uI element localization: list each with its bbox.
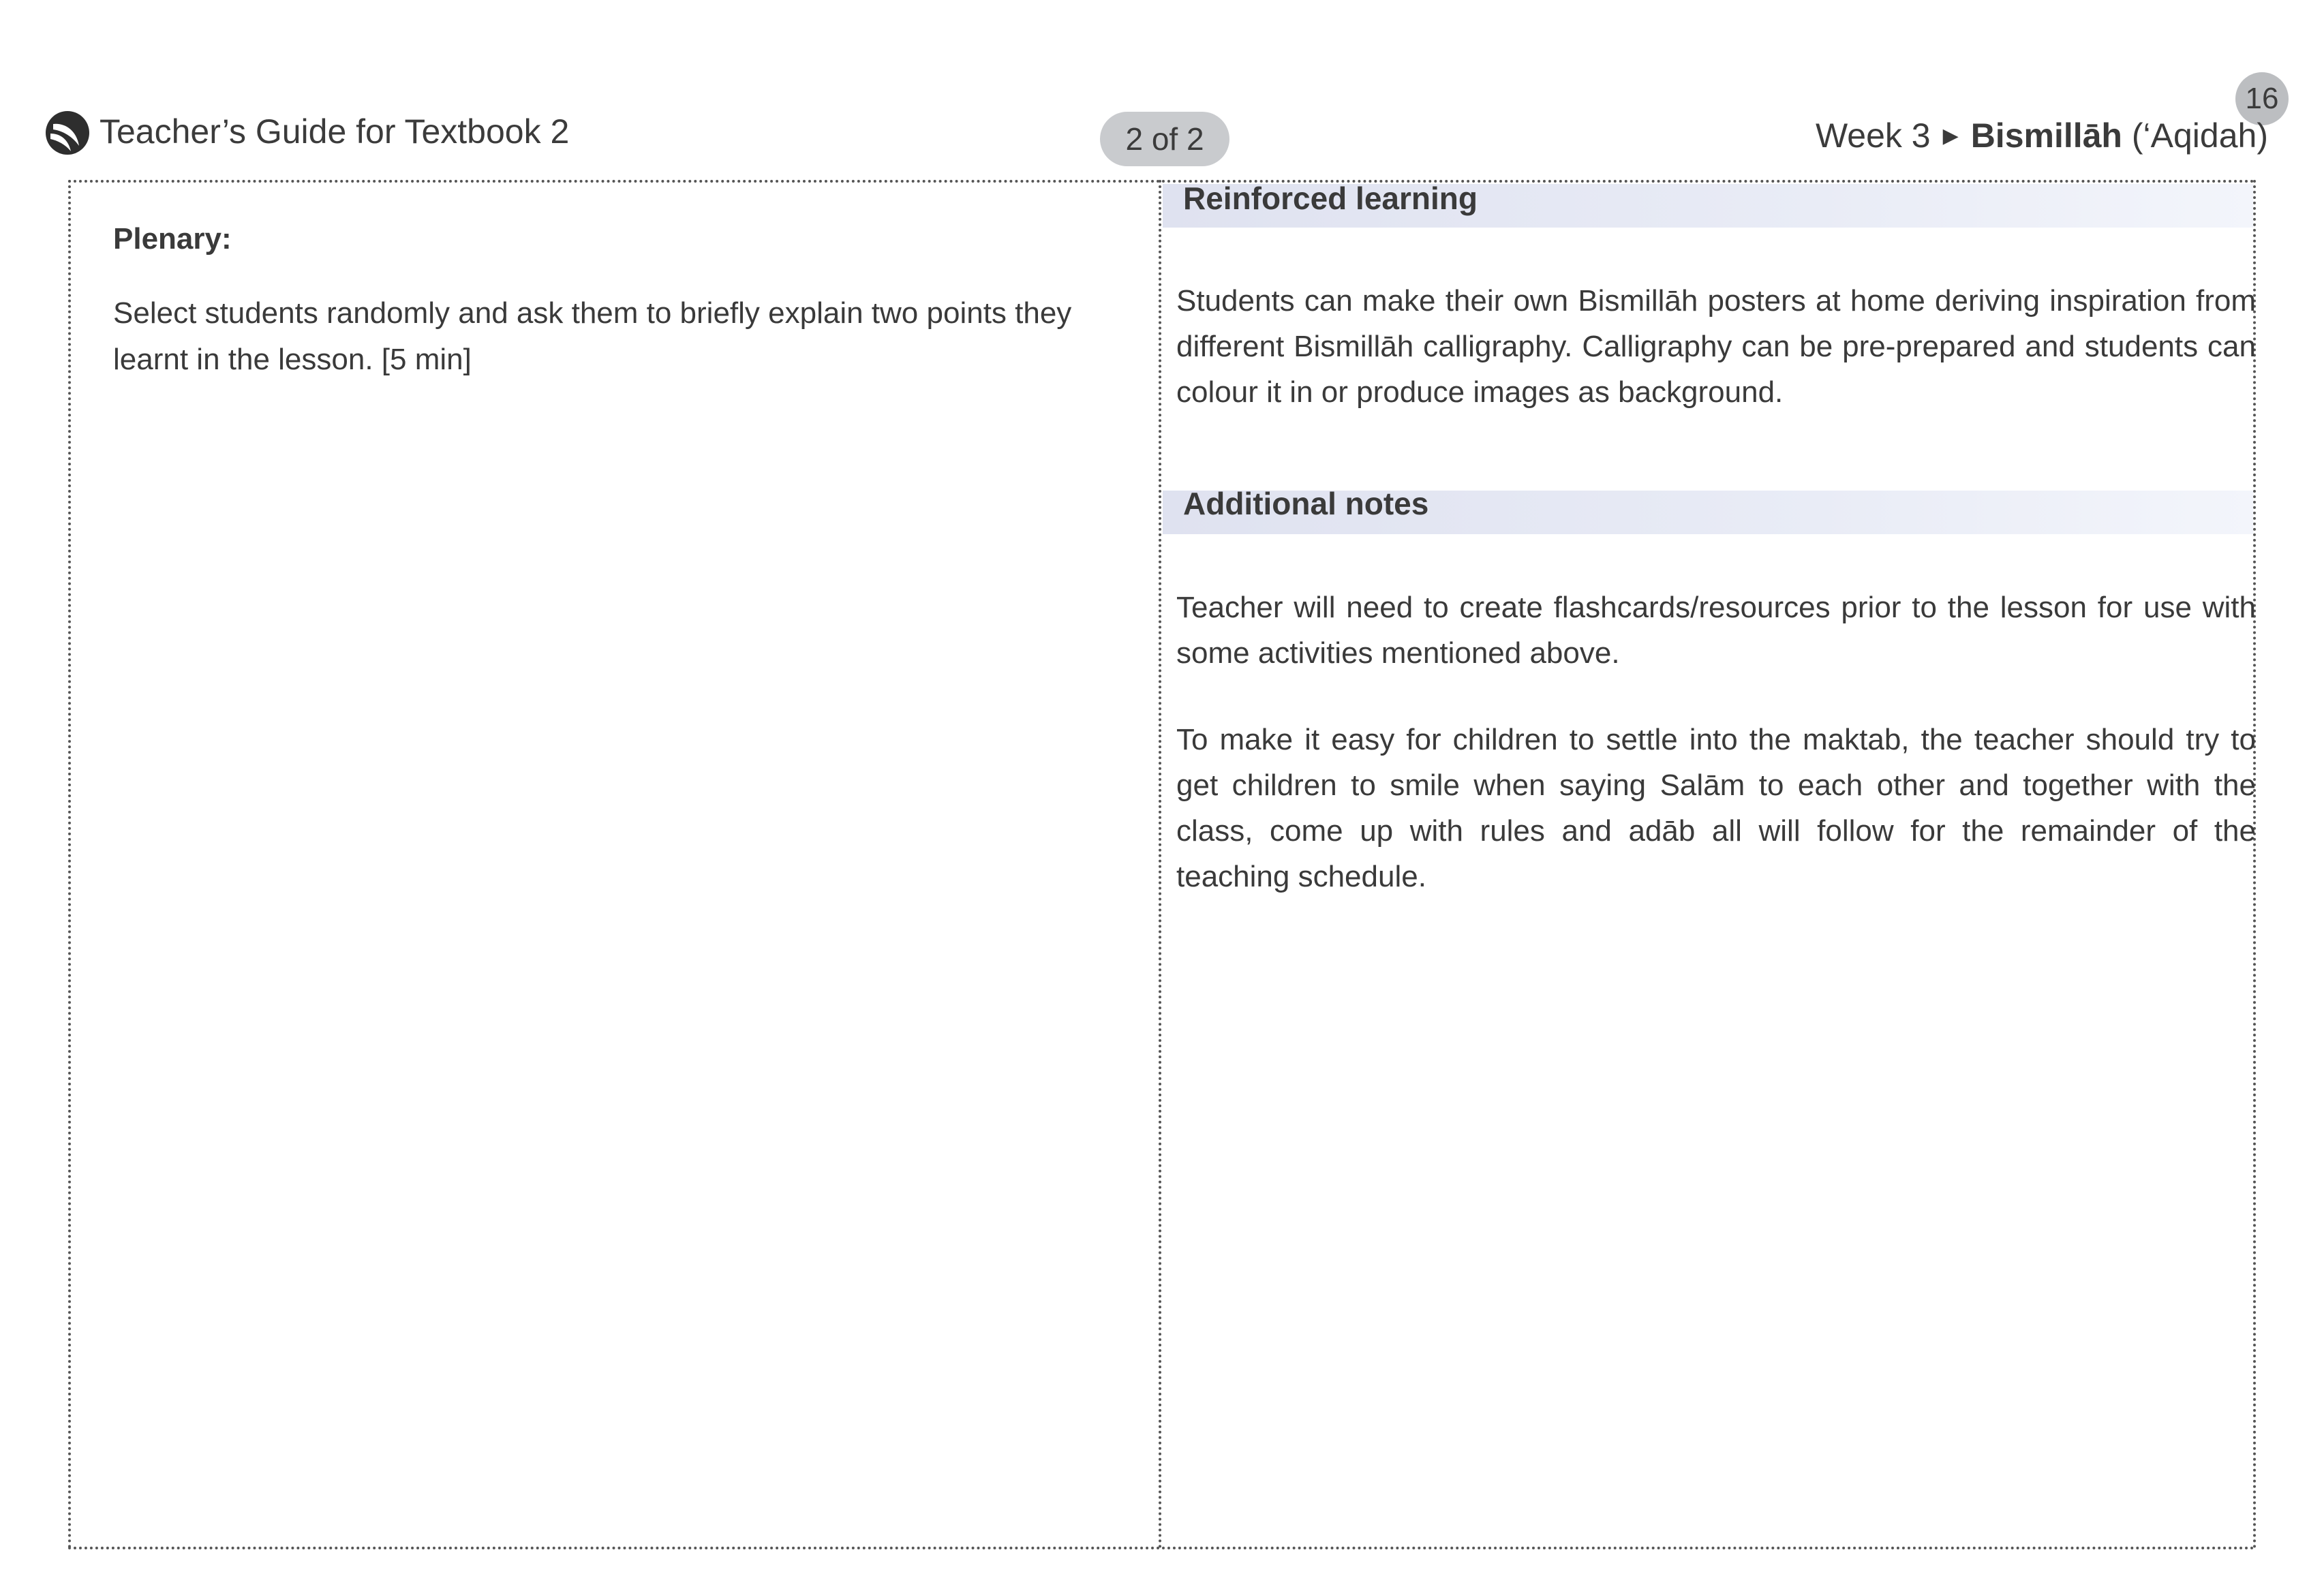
guide-title: Teacher’s Guide for Textbook 2 [100, 112, 570, 151]
additional-notes-heading: Additional notes [1183, 486, 1429, 521]
additional-notes-paragraph: To make it easy for children to settle into the maktab, the teacher should try to get children to smile when saying Salām to each other and together with the class, come up with rules and adāb all will follow for the remainder of the teaching schedule. [1176, 723, 2256, 893]
breadcrumb-week: Week 3 [1816, 117, 1931, 155]
column-divider [1159, 180, 1161, 1549]
additional-notes-paragraph: Teacher will need to create flashcards/resources prior to the lesson for use with some activities mentioned above. [1176, 591, 2256, 670]
page-indicator: 2 of 2 [1100, 112, 1229, 166]
page-number-badge: 16 [2235, 72, 2289, 125]
plenary-heading: Plenary: [113, 222, 232, 256]
triangle-right-icon: ▶ [1942, 124, 1959, 147]
breadcrumb-category: (‘Aqidah) [2131, 117, 2268, 155]
plenary-text: Select students randomly and ask them to briefly explain two points they learnt in the lesson. [5 min] [113, 296, 1072, 376]
reinforced-learning-text: Students can make their own Bismillāh posters at home deriving inspiration from different Bismillāh calligraphy. Calligraphy can be pre-prepared and students can colour it in or produce images as background. [1176, 284, 2256, 409]
reinforced-learning-heading: Reinforced learning [1183, 181, 1478, 216]
breadcrumb-topic: Bismillāh [1970, 117, 2122, 155]
logo-icon [44, 109, 91, 157]
breadcrumb [1816, 116, 2268, 155]
